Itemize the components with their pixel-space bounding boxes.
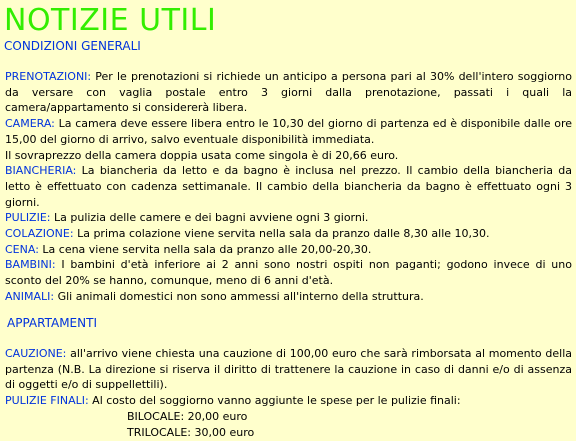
section-pulizie	[5, 210, 572, 226]
section-text: La pulizia delle camere e dei bagni avviene ogni 3 giorni.	[50, 211, 369, 225]
section-label: PRENOTAZIONI:	[5, 70, 92, 83]
section-animali	[5, 289, 572, 305]
price-trilocale: TRILOCALE: 30,00 euro	[127, 425, 255, 439]
section-label: COLAZIONE:	[5, 227, 74, 241]
section-label: BAMBINI:	[5, 258, 56, 272]
section-prenotazioni	[5, 69, 572, 116]
section-text: La prima colazione viene servita nella sala da pranzo dalle 8,30 alle 10,30.	[73, 227, 490, 241]
general-conditions-list	[5, 69, 572, 305]
section-bambini	[5, 257, 572, 288]
section-biancheria	[5, 163, 572, 210]
section-label: PULIZIE FINALI:	[5, 394, 89, 408]
section-text: Il sovraprezzo della camera doppia usata come singola è di 20,66 euro.	[5, 148, 399, 162]
section-text: La cena viene servita nella sala da pranzo alle 20,00-20,30.	[38, 242, 372, 256]
section-label: ANIMALI:	[5, 289, 55, 303]
section-label: BIANCHERIA:	[5, 164, 77, 178]
page-title: NOTIZIE UTILI	[4, 3, 217, 38]
section-text: all'arrivo viene chiesta una cauzione di 100,00 euro che sarà rimborsata al momento della partenza (N.B. La direzione si riserva il diritto di trattenere la cauzione in caso di danni e/o di assenza di oggetti e/o di suppellettili).	[5, 347, 572, 392]
page-subtitle: CONDIZIONI GENERALI	[4, 39, 141, 53]
section-cauzione	[5, 346, 572, 393]
section-label: CAUZIONE:	[5, 347, 67, 360]
section-pulizie-finali	[5, 393, 572, 409]
appartamenti-heading: APPARTAMENTI	[7, 316, 97, 330]
section-text: La camera deve essere libera entro le 10,30 del giorno di partenza ed è disponibile dalle ore 15,00 del giorno di arrivo, salvo eventuale disponibilità immediata.	[5, 117, 572, 146]
section-text: Gli animali domestici non sono ammessi all'interno della struttura.	[54, 289, 424, 303]
appartamenti-list	[5, 346, 572, 440]
section-text: Al costo del soggiorno vanno aggiunte le spese per le pulizie finali:	[88, 394, 461, 408]
section-label: CENA:	[5, 242, 39, 256]
section-label: CAMERA:	[5, 117, 55, 131]
section-text: La biancheria da letto e da bagno è inclusa nel prezzo. Il cambio della biancheria da letto è effettuato con cadenza settimanale. Il cambio della biancheria da bagno è effettuato ogni 3 giorni.	[5, 164, 572, 209]
section-cena	[5, 242, 572, 258]
section-camera	[5, 116, 572, 147]
price-bilocale: BILOCALE: 20,00 euro	[127, 409, 248, 423]
section-colazione	[5, 226, 572, 242]
section-text: Per le prenotazioni si richiede un anticipo a persona pari al 30% dell'intero soggiorno da versare con vaglia postale entro 3 giorni dalla prenotazione, passati i quali la camera/appartamento si considererà libera.	[5, 70, 572, 115]
section-text: I bambini d'età inferiore ai 2 anni sono nostri ospiti non paganti; godono invece di uno sconto del 20% se hanno, comunque, meno di 6 anni d'età.	[5, 258, 572, 288]
section-camera-extra	[5, 148, 572, 164]
section-label: PULIZIE:	[5, 211, 51, 225]
